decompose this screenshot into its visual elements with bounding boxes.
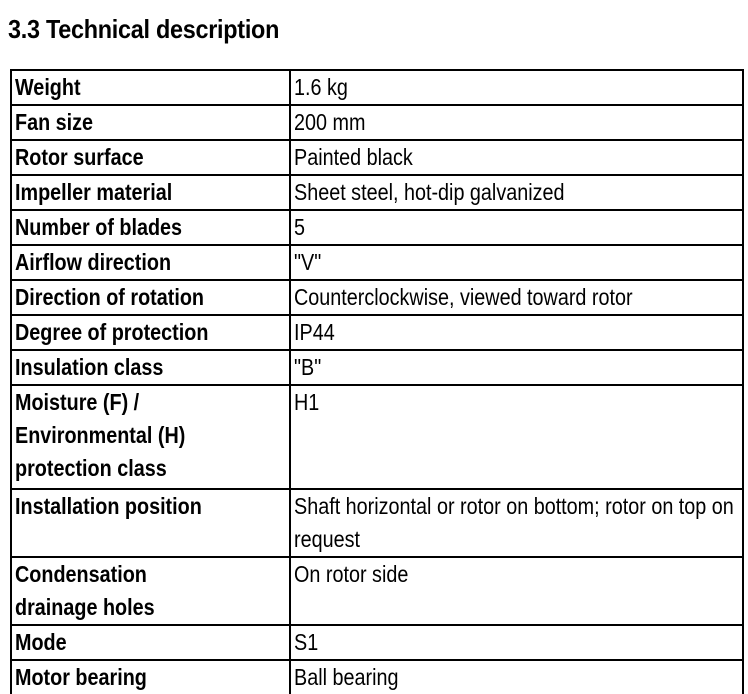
spec-value-cell bbox=[290, 557, 743, 625]
table-row bbox=[11, 175, 743, 210]
spec-value: 1.6 kg bbox=[294, 74, 348, 100]
spec-label: Direction of rotation bbox=[15, 284, 205, 310]
spec-label-cell bbox=[11, 70, 290, 105]
spec-label-cell bbox=[11, 140, 290, 175]
spec-value: H1 bbox=[294, 389, 320, 415]
spec-label-cell bbox=[11, 175, 290, 210]
spec-label-cell bbox=[11, 280, 290, 315]
table-row bbox=[11, 625, 743, 660]
spec-label: Mode bbox=[15, 629, 67, 655]
spec-label-cell bbox=[11, 210, 290, 245]
spec-value: 200 mm bbox=[294, 109, 366, 135]
spec-label: Condensation drainage holes bbox=[15, 561, 155, 620]
spec-value: Shaft horizontal or rotor on bottom; rotor on top on request bbox=[294, 493, 734, 552]
table-row bbox=[11, 315, 743, 350]
spec-value-cell bbox=[290, 70, 743, 105]
spec-value-cell bbox=[290, 245, 743, 280]
spec-value-cell bbox=[290, 140, 743, 175]
spec-label-cell bbox=[11, 315, 290, 350]
spec-value-cell bbox=[290, 660, 743, 694]
table-row bbox=[11, 245, 743, 280]
spec-label: Moisture (F) / Environmental (H) protection class bbox=[15, 389, 186, 481]
spec-value: "B" bbox=[294, 354, 322, 380]
spec-value-cell bbox=[290, 105, 743, 140]
spec-label-cell bbox=[11, 350, 290, 385]
spec-value: S1 bbox=[294, 629, 319, 655]
spec-value-cell bbox=[290, 625, 743, 660]
spec-value-cell bbox=[290, 175, 743, 210]
spec-label: Insulation class bbox=[15, 354, 164, 380]
spec-label-cell bbox=[11, 245, 290, 280]
table-row bbox=[11, 70, 743, 105]
spec-value: Counterclockwise, viewed toward rotor bbox=[294, 284, 633, 310]
section-title: 3.3 Technical description bbox=[8, 14, 280, 44]
spec-value: Ball bearing bbox=[294, 664, 399, 690]
spec-value-cell bbox=[290, 315, 743, 350]
spec-label-cell bbox=[11, 105, 290, 140]
table-row bbox=[11, 210, 743, 245]
spec-label-cell bbox=[11, 489, 290, 557]
spec-value-cell bbox=[290, 385, 743, 489]
table-row bbox=[11, 489, 743, 557]
spec-label: Degree of protection bbox=[15, 319, 209, 345]
spec-value: "V" bbox=[294, 249, 322, 275]
spec-label: Number of blades bbox=[15, 214, 183, 240]
table-row bbox=[11, 557, 743, 625]
spec-label-cell bbox=[11, 660, 290, 694]
table-row bbox=[11, 140, 743, 175]
spec-value-cell bbox=[290, 350, 743, 385]
table-row bbox=[11, 385, 743, 489]
table-row bbox=[11, 105, 743, 140]
spec-label: Weight bbox=[15, 74, 81, 100]
spec-value-cell bbox=[290, 489, 743, 557]
spec-label: Installation position bbox=[15, 493, 202, 519]
spec-label-cell bbox=[11, 625, 290, 660]
spec-label: Airflow direction bbox=[15, 249, 172, 275]
table-row bbox=[11, 660, 743, 694]
spec-label-cell bbox=[11, 385, 290, 489]
spec-value: IP44 bbox=[294, 319, 335, 345]
spec-value: 5 bbox=[294, 214, 306, 240]
table-row bbox=[11, 280, 743, 315]
spec-value: Painted black bbox=[294, 144, 413, 170]
spec-value: On rotor side bbox=[294, 561, 409, 587]
technical-spec-table bbox=[10, 69, 744, 694]
spec-label: Fan size bbox=[15, 109, 94, 135]
spec-value: Sheet steel, hot-dip galvanized bbox=[294, 179, 565, 205]
spec-label: Motor bearing bbox=[15, 664, 147, 690]
spec-label: Impeller material bbox=[15, 179, 173, 205]
table-row bbox=[11, 350, 743, 385]
spec-label: Rotor surface bbox=[15, 144, 144, 170]
spec-value-cell bbox=[290, 210, 743, 245]
spec-value-cell bbox=[290, 280, 743, 315]
spec-label-cell bbox=[11, 557, 290, 625]
